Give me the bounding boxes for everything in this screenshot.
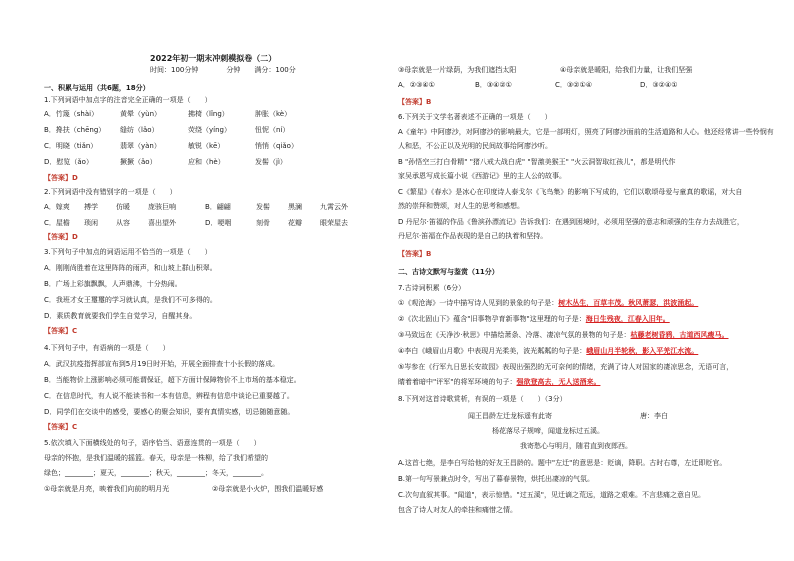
section-2-heading: 二、古诗文默写与鉴赏（11分） <box>398 268 499 276</box>
q1-stem: 1.下列词语中加点字的注音完全正确的一项是（ ） <box>44 96 212 104</box>
q7-answer-4: 峨眉山月半轮秋，影入平羌江水流。 <box>586 347 699 355</box>
q4-option-c: C．在信息时代，有人说不能读书和一本有信息，辨程有信息中谈论已重要越了。 <box>44 392 294 400</box>
q7-item-5: ⑤岑参在《行军九日思长安故园》表现出强烈的无可奈何的情绪，充满了诗人对国家的凄凉思念，无语可言， <box>398 363 734 371</box>
q2-cell: A．嫁爽 <box>44 203 70 211</box>
q1-cell: 应和（hè） <box>188 158 225 166</box>
q4-option-d: D．同学们在交谈中的感受，要感心的聚会知识，要有真情实感，切忌随随意随。 <box>44 408 295 416</box>
q2-cell: 发髻 <box>256 203 270 211</box>
q7-answer-2: 海日生残夜，江春入旧年。 <box>585 315 670 323</box>
poem-line-2: 我寄愁心与明月，随君直到夜郎西。 <box>520 442 632 450</box>
q5-option-3: ③母亲就是一片绿荫，为我们遮挡太阳 <box>398 66 517 74</box>
q2-cell: C．屋檐 <box>44 219 70 227</box>
q1-row-d: D．慰览（ǎo） <box>44 158 93 166</box>
q6-line: 人和恶，不公正以及光明的民间故事给阿廖沙听。 <box>398 142 552 150</box>
q6-line: 家吴承恩写成长篇小说《西游记》里的主人公的故事。 <box>398 172 566 180</box>
q2-answer: 【答案】D <box>44 233 78 241</box>
section-1-heading: 一、积累与运用（共6题，18分） <box>44 84 150 92</box>
q5-choice-d: D．③②④① <box>640 81 678 89</box>
q1-cell: 撅撅（ǎo） <box>120 158 157 166</box>
q2-stem: 2.下列词语中没有错别字的一项是（ ） <box>44 188 177 196</box>
q8-stem: 8.下列对这首诗歌赏析，有误的一项是（ ）（3分） <box>398 395 567 403</box>
q4-option-a: A．武汉抗疫指挥部宣布到5月19日时开始，开展全面排查十小长假的落成。 <box>44 360 280 368</box>
q1-cell: 肿胀（kè） <box>255 110 292 118</box>
q1-cell: 悄悄（qiǎo） <box>255 142 298 150</box>
poem-line-1: 杨花落尽子规啼，闻道龙标过五溪。 <box>492 427 604 435</box>
q1-row-a: A．竹篾（shài） <box>44 110 99 118</box>
q4-option-b: B．当能物价上涨影响必须可能谓保证，超下方面计保障物价不上市场的基本稳定。 <box>44 376 301 384</box>
poem-author: 唐：李白 <box>640 412 668 420</box>
q6-line: B "孙悟空三打白骨精" "猪八戒大战白虎" "智激美猴王" "火云洞智取红孩儿"，都是明代作 <box>398 158 676 166</box>
q2-cell: D．哽咽 <box>205 219 232 227</box>
q3-option-a: A．刚刚尚胜着在这里阵阵的雨声，和山坡上群山积翠。 <box>44 264 217 272</box>
q1-cell: 拂椅（lǐng） <box>188 110 229 118</box>
q8-option-c: C.次句直叙其事。"闻道"，表示惊惜。"过五溪"，见迁谪之荒远，道路之艰难。不言悲痛之意自见。 <box>398 491 705 499</box>
q2-cell: 花瓣 <box>288 219 302 227</box>
q7-answer-1: 树木丛生，百草丰茂。秋风萧瑟，洪波涌起。 <box>558 299 699 307</box>
q1-cell: 忸怩（ní） <box>255 126 290 134</box>
q7-item-3: ③马致远在《天净沙·秋思》中描绘萧条、冷落、凄凉气氛的景物的句子是：枯藤老树昏鸦，古道西风瘦马。 <box>398 331 729 339</box>
q7-item-1: ①《观沧海》一诗中描写诗人见到的景象的句子是：树木丛生，百草丰茂。秋风萧瑟，洪波涌起。 <box>398 299 699 307</box>
q3-option-c: C．我班才女王璽璽的学习就认真，是我们不可多得的。 <box>44 296 217 304</box>
q5-stem: 5.依次填入下面横线处的句子，语序恰当、语意连贯的一项是（ ） <box>44 439 261 447</box>
q1-row-c: C．明晓（tiǎn） <box>44 142 98 150</box>
q1-cell: 敏锐（kē） <box>188 142 225 150</box>
q2-cell: 琐闲 <box>84 219 98 227</box>
q1-cell: 荧绕（yíng） <box>188 126 231 134</box>
q5-option-2: ②母亲就是小火炉，围我们温暖好感 <box>212 485 324 493</box>
poem-title: 闻王昌龄左迁龙标遥有此寄 <box>468 412 552 420</box>
q1-row-b: B．搀扶（chēng） <box>44 126 106 134</box>
q1-cell: 缝纺（lǎo） <box>120 126 159 134</box>
q1-cell: 翡翠（yàn） <box>120 142 161 150</box>
q7-answer-5: 强欲登高去，无人送酒来。 <box>516 378 601 386</box>
q5-choice-c: C．③②①④ <box>555 81 592 89</box>
q7-item-2: ②《次北固山下》蕴含"旧事物孕育新事物"这里理的句子是：海日生残夜，江春入旧年。 <box>398 315 670 323</box>
q2-cell: 庞骇巨响 <box>148 203 176 211</box>
q5-text-1: 母亲的怀抱，是我们温暖的摇篮。春天，母亲是一株柳，给了我们希望的 <box>44 454 268 462</box>
q1-answer: 【答案】D <box>44 174 78 182</box>
q6-line: 丹尼尔·笛福在作品表现的是自己的执着和坚持。 <box>398 232 548 240</box>
q6-stem: 6.下列关于文学名著表述不正确的一项是（ ） <box>398 113 552 121</box>
q5-answer: 【答案】B <box>398 98 432 106</box>
q7-stem: 7.古诗词积累（6分） <box>398 284 466 292</box>
q7-item-4: ④李白《峨眉山月歌》中表现月光柔美，波光粼粼的句子是：峨眉山月半轮秋，影入平羌江水流。 <box>398 347 699 355</box>
q2-cell: B．翩翩 <box>205 203 231 211</box>
q1-cell: 黄晕（yùn） <box>120 110 162 118</box>
q6-answer: 【答案】B <box>398 250 432 258</box>
q3-option-d: D．素质教育就要我们学生自觉学习，自醒其身。 <box>44 312 197 320</box>
q6-line: A《童年》中阿廖沙，对阿廖沙的影响最大，它是一部明灯，照亮了阿廖沙面前的生活道路和人心。他还经常讲一些怜悯有 <box>398 128 774 136</box>
q2-cell: 眼荣屋去 <box>320 219 348 227</box>
q2-cell: 刻骨 <box>256 219 270 227</box>
q4-answer: 【答案】C <box>44 423 78 431</box>
q6-line: C《繁星》《春水》是冰心在印度诗人泰戈尔《飞鸟集》的影响下写成的，它们以歌颂母爱与童真的歌谣，对大自 <box>398 188 743 196</box>
q5-choice-b: B．③④②① <box>475 81 512 89</box>
q5-option-4: ④母亲就是暖阳，给我们力量，让我们坚强 <box>560 66 693 74</box>
q7-item-5b: 睛着着暗中"评军"的将军环境的句子：强欲登高去，无人送酒来。 <box>398 378 601 386</box>
q3-stem: 3.下列句子中加点的词语运用不恰当的一项是（ ） <box>44 248 212 256</box>
q2-cell: 搏学 <box>84 203 98 211</box>
q8-option-c-cont: 包含了诗人对友人的牵挂和痛惜之情。 <box>398 506 517 514</box>
q2-cell: 九霄云外 <box>320 203 348 211</box>
exam-title: 2022年初一期末冲刺模拟卷（二） <box>150 54 277 63</box>
q8-option-a: A.这首七绝，是李白写给他的好友王昌龄的。题中"左迁"的意思是：贬谪，降职。古时右尊，左迁即贬官。 <box>398 459 727 467</box>
q6-line: D 丹尼尔·笛福的作品《鲁滨孙漂流记》告诉我们：在遇到困境时，必须用坚强的意志和顽强的生存力去战胜它， <box>398 218 744 226</box>
q2-cell: 黑澜 <box>288 203 302 211</box>
q2-cell: 喜出望外 <box>148 219 176 227</box>
q8-option-b: B.第一句写景兼点时令，写出了暮春景物，烘托出凄凉的气氛。 <box>398 475 595 483</box>
q3-answer: 【答案】C <box>44 327 78 335</box>
q2-cell: 从容 <box>116 219 130 227</box>
q5-text-2: 绿色；________；夏天，________；秋天，________；冬天，________。 <box>44 469 268 477</box>
q1-cell: 发髻（jì） <box>255 158 287 166</box>
q3-option-b: B．广场上彩旗飘飘，人声鼎沸，十分热闹。 <box>44 280 182 288</box>
q6-line: 然的崇拜和赞颂，对人生的思考和感想。 <box>398 202 524 210</box>
q5-choice-a: A．②③④① <box>398 81 435 89</box>
q5-option-1: ①母亲就是月亮，映着我们向前的明月光 <box>44 485 170 493</box>
exam-meta: 时间：100分钟 分钟 满分：100分 <box>150 66 296 74</box>
q2-cell: 仿暖 <box>116 203 130 211</box>
q7-answer-3: 枯藤老树昏鸦，古道西风瘦马。 <box>630 331 729 339</box>
q4-stem: 4.下列句子中，有语病的一项是（ ） <box>44 344 170 352</box>
